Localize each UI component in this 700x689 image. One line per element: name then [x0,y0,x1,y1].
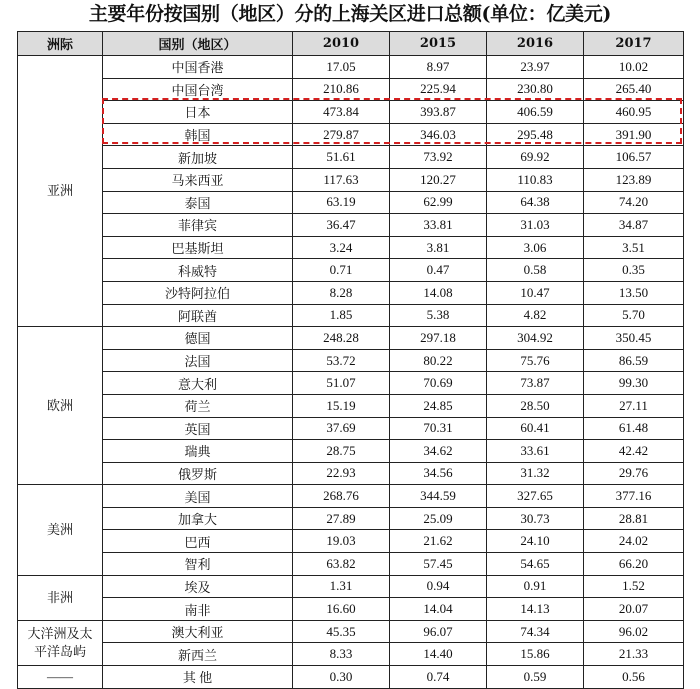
table-row [18,327,684,350]
value-cell-2017: 350.45 [584,327,684,350]
value-cell-2017: 5.70 [584,304,684,327]
value-cell-2015: 344.59 [390,485,487,508]
table-row [18,281,684,304]
country-cell: 中国香港 [103,56,293,79]
country-cell: 南非 [103,598,293,621]
value-cell-2015: 70.69 [390,372,487,395]
value-cell-2010: 51.61 [293,146,390,169]
table-row [18,101,684,124]
page-title: 主要年份按国别（地区）分的上海关区进口总额(单位：亿美元) [88,3,612,25]
table-row [18,417,684,440]
value-cell-2015: 21.62 [390,530,487,553]
value-cell-2017: 377.16 [584,485,684,508]
value-cell-2017: 3.51 [584,236,684,259]
table-row [18,575,684,598]
value-cell-2015: 33.81 [390,214,487,237]
country-cell: 德国 [103,327,293,350]
value-cell-2016: 15.86 [487,643,584,666]
country-cell: 英国 [103,417,293,440]
value-cell-2010: 117.63 [293,168,390,191]
value-cell-2016: 73.87 [487,372,584,395]
value-cell-2017: 42.42 [584,440,684,463]
value-cell-2010: 53.72 [293,349,390,372]
value-cell-2015: 8.97 [390,56,487,79]
country-cell: 其 他 [103,666,293,689]
table-row [18,485,684,508]
table-row [18,214,684,237]
value-cell-2010: 36.47 [293,214,390,237]
value-cell-2015: 5.38 [390,304,487,327]
value-cell-2017: 0.35 [584,259,684,282]
value-cell-2016: 3.06 [487,236,584,259]
value-cell-2016: 304.92 [487,327,584,350]
country-cell: 沙特阿拉伯 [103,281,293,304]
value-cell-2015: 346.03 [390,123,487,146]
table-row [18,168,684,191]
table-row [18,349,684,372]
region-label-line: 平洋岛屿 [33,643,86,659]
value-cell-2017: 74.20 [584,191,684,214]
value-cell-2016: 110.83 [487,168,584,191]
value-cell-2017: 96.02 [584,620,684,643]
table-row [18,598,684,621]
value-cell-2017: 24.02 [584,530,684,553]
value-cell-2010: 17.05 [293,56,390,79]
import-table [17,31,684,689]
country-cell: 瑞典 [103,440,293,463]
value-cell-2015: 80.22 [390,349,487,372]
value-cell-2016: 23.97 [487,56,584,79]
value-cell-2015: 57.45 [390,553,487,576]
value-cell-2015: 34.62 [390,440,487,463]
value-cell-2016: 60.41 [487,417,584,440]
country-cell: 日本 [103,101,293,124]
region-cell: 欧洲 [18,327,103,485]
value-cell-2010: 8.33 [293,643,390,666]
country-cell: 菲律宾 [103,214,293,237]
table-row [18,123,684,146]
country-cell: 美国 [103,485,293,508]
country-cell: 俄罗斯 [103,462,293,485]
header-row [18,32,684,56]
value-cell-2017: 34.87 [584,214,684,237]
table-row [18,78,684,101]
value-cell-2015: 120.27 [390,168,487,191]
value-cell-2017: 21.33 [584,643,684,666]
value-cell-2016: 0.91 [487,575,584,598]
table-row [18,507,684,530]
table-row [18,259,684,282]
value-cell-2010: 63.19 [293,191,390,214]
table-row [18,191,684,214]
value-cell-2015: 25.09 [390,507,487,530]
country-cell: 荷兰 [103,394,293,417]
region-cell: 美洲 [18,485,103,575]
value-cell-2016: 230.80 [487,78,584,101]
value-cell-2015: 62.99 [390,191,487,214]
value-cell-2015: 0.94 [390,575,487,598]
header-year-2010: 2010 [293,32,390,56]
value-cell-2016: 295.48 [487,123,584,146]
value-cell-2015: 70.31 [390,417,487,440]
value-cell-2015: 225.94 [390,78,487,101]
value-cell-2016: 33.61 [487,440,584,463]
value-cell-2017: 460.95 [584,101,684,124]
value-cell-2010: 45.35 [293,620,390,643]
value-cell-2016: 75.76 [487,349,584,372]
value-cell-2010: 8.28 [293,281,390,304]
value-cell-2015: 96.07 [390,620,487,643]
value-cell-2015: 297.18 [390,327,487,350]
value-cell-2017: 1.52 [584,575,684,598]
value-cell-2010: 28.75 [293,440,390,463]
region-label-line: 大洋洲及太 [27,625,93,641]
region-cell [18,620,103,665]
value-cell-2016: 31.03 [487,214,584,237]
country-cell: 巴西 [103,530,293,553]
value-cell-2016: 406.59 [487,101,584,124]
value-cell-2015: 3.81 [390,236,487,259]
value-cell-2010: 0.71 [293,259,390,282]
country-cell: 澳大利亚 [103,620,293,643]
country-cell: 泰国 [103,191,293,214]
country-cell: 埃及 [103,575,293,598]
header-year-2015: 2015 [390,32,487,56]
value-cell-2010: 19.03 [293,530,390,553]
value-cell-2016: 31.32 [487,462,584,485]
country-cell: 韩国 [103,123,293,146]
table-row [18,440,684,463]
header-year-2017: 2017 [584,32,684,56]
region-cell: —— [18,666,103,689]
table-row [18,146,684,169]
value-cell-2016: 10.47 [487,281,584,304]
value-cell-2015: 73.92 [390,146,487,169]
value-cell-2015: 14.08 [390,281,487,304]
value-cell-2010: 1.85 [293,304,390,327]
country-cell: 新西兰 [103,643,293,666]
value-cell-2017: 265.40 [584,78,684,101]
table-row [18,56,684,79]
country-cell: 法国 [103,349,293,372]
value-cell-2017: 28.81 [584,507,684,530]
country-cell: 巴基斯坦 [103,236,293,259]
country-cell: 意大利 [103,372,293,395]
value-cell-2010: 279.87 [293,123,390,146]
value-cell-2010: 3.24 [293,236,390,259]
table-row [18,666,684,689]
value-cell-2017: 0.56 [584,666,684,689]
value-cell-2017: 86.59 [584,349,684,372]
value-cell-2010: 248.28 [293,327,390,350]
header-year-2016: 2016 [487,32,584,56]
country-cell: 中国台湾 [103,78,293,101]
value-cell-2017: 391.90 [584,123,684,146]
value-cell-2016: 24.10 [487,530,584,553]
region-cell: 非洲 [18,575,103,620]
table-row [18,304,684,327]
value-cell-2010: 0.30 [293,666,390,689]
value-cell-2017: 27.11 [584,394,684,417]
value-cell-2017: 29.76 [584,462,684,485]
value-cell-2016: 64.38 [487,191,584,214]
value-cell-2016: 4.82 [487,304,584,327]
country-cell: 科威特 [103,259,293,282]
value-cell-2016: 74.34 [487,620,584,643]
value-cell-2017: 10.02 [584,56,684,79]
header-country: 国别（地区） [103,32,293,56]
country-cell: 加拿大 [103,507,293,530]
value-cell-2010: 268.76 [293,485,390,508]
value-cell-2017: 123.89 [584,168,684,191]
value-cell-2010: 473.84 [293,101,390,124]
table-row [18,553,684,576]
country-cell: 马来西亚 [103,168,293,191]
table-row [18,372,684,395]
value-cell-2016: 54.65 [487,553,584,576]
value-cell-2010: 37.69 [293,417,390,440]
value-cell-2010: 27.89 [293,507,390,530]
value-cell-2010: 16.60 [293,598,390,621]
value-cell-2017: 13.50 [584,281,684,304]
header-region: 洲际 [18,32,103,56]
value-cell-2016: 0.58 [487,259,584,282]
table-row [18,462,684,485]
value-cell-2010: 210.86 [293,78,390,101]
value-cell-2016: 30.73 [487,507,584,530]
country-cell: 智利 [103,553,293,576]
table-body [18,56,684,689]
region-cell: 亚洲 [18,56,103,327]
value-cell-2015: 14.40 [390,643,487,666]
value-cell-2010: 15.19 [293,394,390,417]
value-cell-2017: 61.48 [584,417,684,440]
table-row [18,530,684,553]
value-cell-2015: 393.87 [390,101,487,124]
value-cell-2017: 20.07 [584,598,684,621]
table-row [18,620,684,643]
value-cell-2015: 14.04 [390,598,487,621]
value-cell-2016: 14.13 [487,598,584,621]
value-cell-2017: 66.20 [584,553,684,576]
value-cell-2015: 24.85 [390,394,487,417]
value-cell-2010: 51.07 [293,372,390,395]
value-cell-2015: 0.47 [390,259,487,282]
table-row [18,643,684,666]
value-cell-2016: 28.50 [487,394,584,417]
value-cell-2010: 22.93 [293,462,390,485]
value-cell-2016: 0.59 [487,666,584,689]
value-cell-2017: 106.57 [584,146,684,169]
table-row [18,236,684,259]
value-cell-2010: 63.82 [293,553,390,576]
value-cell-2016: 327.65 [487,485,584,508]
table-row [18,394,684,417]
country-cell: 新加坡 [103,146,293,169]
value-cell-2016: 69.92 [487,146,584,169]
value-cell-2015: 0.74 [390,666,487,689]
value-cell-2015: 34.56 [390,462,487,485]
value-cell-2010: 1.31 [293,575,390,598]
value-cell-2017: 99.30 [584,372,684,395]
country-cell: 阿联酋 [103,304,293,327]
